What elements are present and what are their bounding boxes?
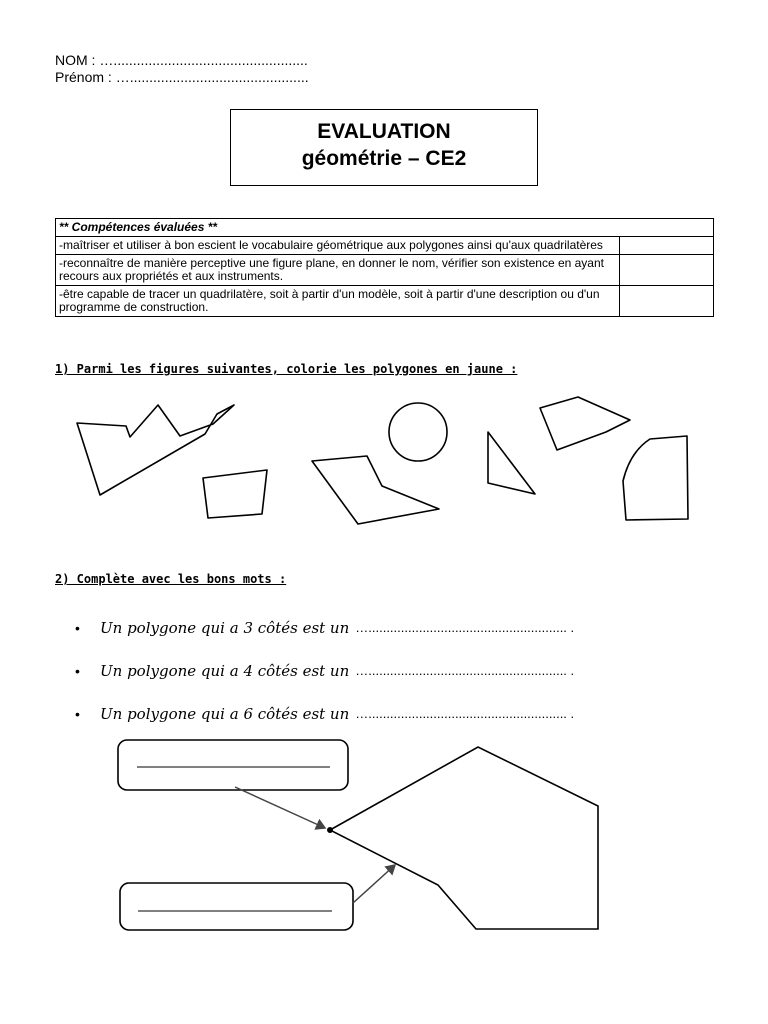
item-text: Un polygone qui a 4 côtés est un [100, 661, 350, 680]
triangle-shape [488, 432, 535, 494]
answer-blank: …....................................................... . [355, 706, 575, 721]
title-box [230, 109, 538, 186]
competence-row [56, 255, 714, 286]
nom-field: NOM : ….................................................. [55, 52, 308, 68]
answer-blank: …....................................................... . [355, 620, 575, 635]
competence-row [56, 237, 714, 255]
arrow-to-vertex [235, 787, 325, 828]
competence-check-cell [620, 255, 714, 286]
hexagon-figure [110, 735, 610, 935]
title-line-2: géométrie – CE2 [301, 147, 467, 170]
label-box-bottom [120, 883, 353, 930]
concave-quadrilateral-shape [312, 456, 439, 524]
competences-table [55, 218, 714, 317]
list-item [75, 606, 695, 649]
competence-text: -maîtriser et utiliser à bon escient le vocabulaire géométrique aux polygones ainsi qu'aux quadrilatères [56, 237, 620, 255]
vertex-point [327, 827, 333, 833]
competences-header-row [56, 219, 714, 237]
item-text: Un polygone qui a 3 côtés est un [100, 618, 350, 637]
concave-polygon-shape [77, 405, 234, 495]
quadrilateral-shape [203, 470, 267, 518]
competence-row [56, 286, 714, 317]
shapes-figure [60, 392, 710, 542]
circle-shape [389, 403, 447, 461]
bullet-icon: • [75, 705, 80, 722]
answer-blank: …....................................................... . [355, 663, 575, 678]
prenom-field: Prénom : ….............................................. [55, 69, 309, 85]
pentagon-shape [540, 397, 630, 450]
competence-check-cell [620, 286, 714, 317]
fill-in-list [75, 606, 695, 735]
curved-shape [623, 436, 688, 520]
competences-heading: ** Compétences évaluées ** [56, 219, 714, 237]
item-text: Un polygone qui a 6 côtés est un [100, 704, 350, 723]
competence-text: -être capable de tracer un quadrilatère, soit à partir d'un modèle, soit à partir d'une description ou d'un programme de construction. [56, 286, 620, 317]
bullet-icon: • [75, 662, 80, 679]
question-1-label: 1) Parmi les figures suivantes, colorie les polygones en jaune : [55, 362, 518, 376]
label-box-top [118, 740, 348, 790]
list-item [75, 692, 695, 735]
bullet-icon: • [75, 619, 80, 636]
competence-check-cell [620, 237, 714, 255]
hexagon-shape [330, 747, 598, 929]
title-line-1: EVALUATION [317, 120, 451, 143]
arrow-to-side [353, 865, 395, 903]
competence-text: -reconnaître de manière perceptive une figure plane, en donner le nom, vérifier son existence en ayant recours aux propriétés et aux instruments. [56, 255, 620, 286]
question-2-label: 2) Complète avec les bons mots : [55, 572, 287, 586]
list-item [75, 649, 695, 692]
